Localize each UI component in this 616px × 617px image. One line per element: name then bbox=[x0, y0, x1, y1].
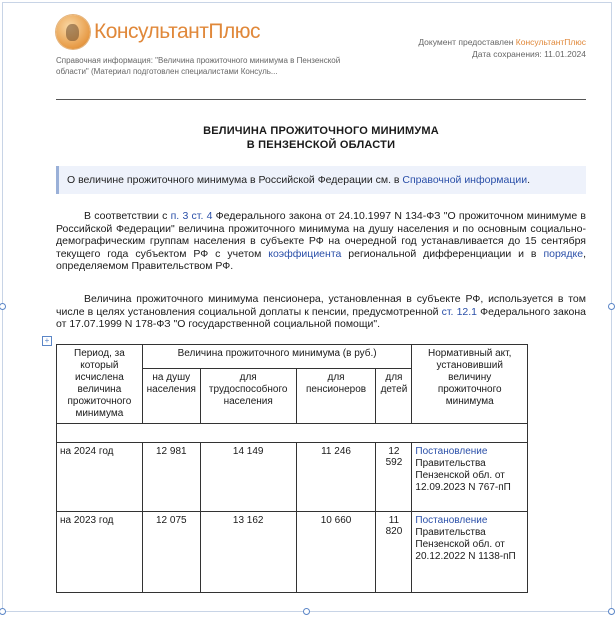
reference-note bbox=[56, 166, 586, 194]
spacer-cell bbox=[57, 424, 528, 443]
reference-info: Справочная информация: "Величина прожиточного минимума в Пензенской области" (Материал подготовлен специалистами Консуль... bbox=[56, 56, 341, 76]
table-header-row-1 bbox=[57, 345, 528, 369]
header-pensioners: для пенсионеров bbox=[296, 369, 376, 424]
note-end: . bbox=[527, 174, 531, 186]
table-row bbox=[57, 512, 528, 593]
note-text: О величине прожиточного минимума в Российской Федерации см. в bbox=[67, 174, 403, 186]
save-date: Дата сохранения: 11.01.2024 bbox=[472, 49, 586, 59]
act-text: Правительства Пензенской обл. от 12.09.2023 N 767-пП bbox=[415, 458, 511, 493]
para1-text-4: региональной дифференциации и в bbox=[341, 247, 544, 260]
cell-pensioners: 10 660 bbox=[296, 512, 376, 593]
resize-handle-right[interactable] bbox=[608, 303, 615, 310]
title-line-1: ВЕЛИЧИНА ПРОЖИТОЧНОГО МИНИМУМА bbox=[203, 125, 439, 137]
cell-period: на 2024 год bbox=[57, 443, 143, 512]
link-st12-1[interactable]: ст. 12.1 bbox=[441, 305, 478, 318]
header-period: Период, за который исчислена величина прожиточного минимума bbox=[57, 345, 143, 424]
link-order[interactable]: порядке bbox=[543, 247, 584, 260]
resize-handle-bottom-left[interactable] bbox=[0, 608, 6, 615]
table-spacer-row bbox=[57, 424, 528, 443]
header-children: для детей bbox=[376, 369, 412, 424]
logo-text: КонсультантПлюс bbox=[94, 20, 260, 43]
cell-pensioners: 11 246 bbox=[296, 443, 376, 512]
para1-text-3: Федерального закона от 24.10.1997 N 134-ФЗ "О прожиточном минимуме в Российской Федерации" величина прожиточного минимума на душу населения и по основным социально-демографическим группам населения в субъекте РФ на очередной год устанавливается до 15 сентября текущего года субъектом РФ с учетом bbox=[56, 210, 586, 260]
table-move-handle-icon[interactable]: + bbox=[42, 336, 52, 346]
header-working: для трудоспособного населения bbox=[200, 369, 296, 424]
note-link[interactable]: Справочной информации bbox=[402, 174, 528, 186]
cell-children: 11 820 bbox=[376, 512, 412, 593]
subsistence-table bbox=[56, 344, 528, 593]
paragraph-1 bbox=[56, 210, 586, 273]
act-link[interactable]: Постановление bbox=[415, 446, 488, 457]
link-st4[interactable]: ст. 4 bbox=[191, 210, 213, 222]
paragraph-2 bbox=[56, 293, 586, 331]
para1-text-1: В соответствии с bbox=[84, 210, 171, 222]
link-coefficient[interactable]: коэффициента bbox=[268, 247, 342, 260]
cell-per-capita: 12 981 bbox=[142, 443, 200, 512]
provided-prefix: Документ предоставлен bbox=[418, 37, 516, 47]
header-divider bbox=[56, 99, 586, 100]
consultant-logo bbox=[56, 12, 260, 52]
act-text: Правительства Пензенской обл. от 20.12.2022 N 1138-пП bbox=[415, 527, 516, 562]
cell-children: 12 592 bbox=[376, 443, 412, 512]
resize-handle-bottom-right[interactable] bbox=[608, 608, 615, 615]
table-row bbox=[57, 443, 528, 512]
provided-by bbox=[418, 36, 586, 60]
header-act: Нормативный акт, установивший величину прожиточного минимума bbox=[412, 345, 528, 424]
cell-act bbox=[412, 443, 528, 512]
resize-handle-bottom-center[interactable] bbox=[303, 608, 310, 615]
para2-text-1: Величина прожиточного минимума пенсионера, установленная в субъекте РФ, используется в том числе в целях установления социальной доплаты к пенсии, предусмотренной bbox=[56, 293, 586, 318]
cell-period: на 2023 год bbox=[57, 512, 143, 593]
cell-working: 14 149 bbox=[200, 443, 296, 512]
header-per-capita: на душу населения bbox=[142, 369, 200, 424]
document-title bbox=[56, 124, 586, 152]
title-line-2: В ПЕНЗЕНСКОЙ ОБЛАСТИ bbox=[246, 139, 396, 151]
provided-brand: КонсультантПлюс bbox=[515, 37, 586, 47]
resize-handle-top-left[interactable] bbox=[0, 303, 6, 310]
header-group: Величина прожиточного минимума (в руб.) bbox=[142, 345, 412, 369]
logo-emblem-icon bbox=[56, 15, 90, 49]
cell-working: 13 162 bbox=[200, 512, 296, 593]
cell-per-capita: 12 075 bbox=[142, 512, 200, 593]
cell-act bbox=[412, 512, 528, 593]
link-p3[interactable]: п. 3 bbox=[170, 210, 189, 222]
act-link[interactable]: Постановление bbox=[415, 515, 488, 526]
para2-text-2: Федерального закона от 17.07.1999 N 178-ФЗ "О государственной социальной помощи". bbox=[56, 305, 587, 330]
para1-text-5: , определяемом Правительством РФ. bbox=[56, 247, 586, 272]
